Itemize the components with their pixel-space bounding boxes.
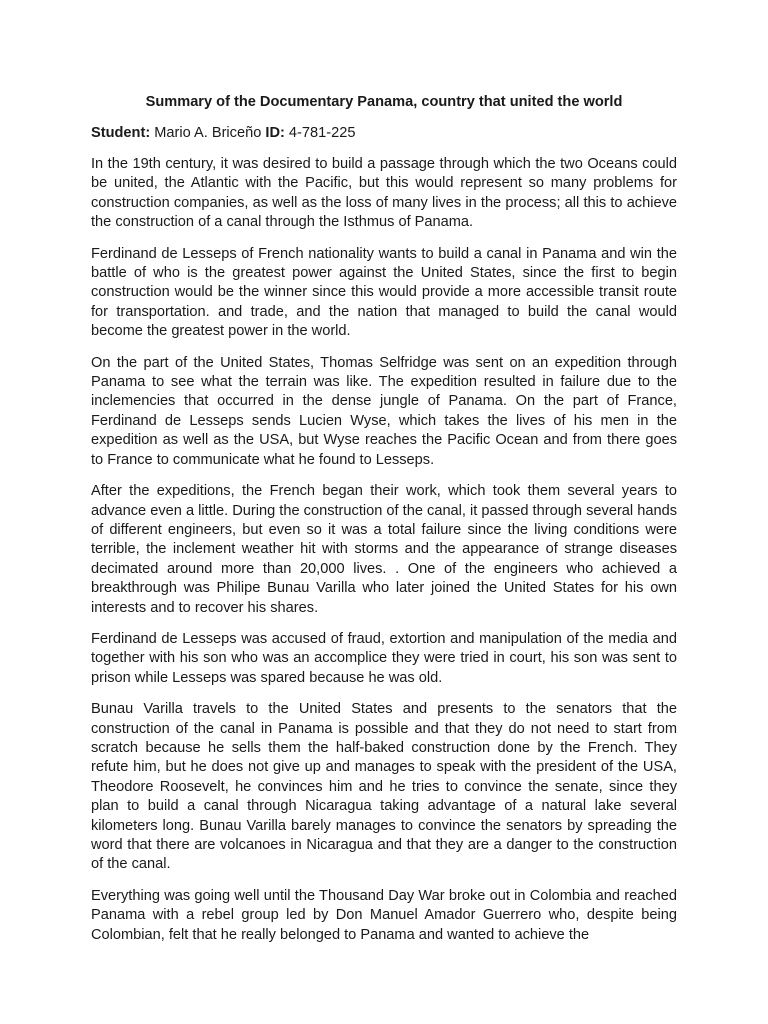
- student-name: Mario A. Briceño: [154, 125, 262, 141]
- paragraph: Ferdinand de Lesseps was accused of fraud, extortion and manipulation of the media and together with his son who was an accomplice they were tried in court, his son was sent to prison while Lesseps was spared because he was old.: [91, 630, 677, 686]
- paragraph: Bunau Varilla travels to the United States and presents to the senators that the construction of the canal in Panama is possible and that they do not need to start from scratch because he sells them the half-baked construction done by the French. They refute him, but he does not give up and manages to speak with the president of the USA, Theodore Roosevelt, he convinces him and he tries to convince the senate, since they plan to build a canal through Nicaragua taking advantage of a natural lake several kilometers long. Bunau Varilla barely manages to convince the senators by spreading the word that there are volcanoes in Nicaragua and that they are a danger to the construction of the canal.: [91, 701, 677, 873]
- student-label: Student:: [91, 125, 151, 141]
- id-value: 4-781-225: [288, 125, 356, 141]
- student-line: [91, 124, 677, 143]
- paragraph: After the expeditions, the French began their work, which took them several years to advance even a little. During the construction of the canal, it passed through several hands of different engineers, but even so it was a total failure since the living conditions were terrible, the inclement weather hit with storms and the appearance of strange diseases decimated around more than 20,000 lives. . One of the engineers who achieved a breakthrough was Philipe Bunau Varilla who later joined the United States for his own interests and to recover his shares.: [91, 483, 677, 616]
- paragraph: Everything was going well until the Thousand Day War broke out in Colombia and reached Panama with a rebel group led by Don Manuel Amador Guerrero who, despite being Colombian, felt that he really belonged to Panama and wanted to achieve the: [91, 887, 677, 943]
- paragraph: Ferdinand de Lesseps of French nationality wants to build a canal in Panama and win the battle of who is the greatest power against the United States, since the first to begin construction would be the winner since this would provide a more accessible transit route for transportation. and trade, and the nation that managed to build the canal would become the greatest power in the world.: [91, 245, 677, 340]
- document-page: [91, 93, 677, 945]
- document-title: Summary of the Documentary Panama, country that united the world: [145, 94, 623, 110]
- paragraph: In the 19th century, it was desired to build a passage through which the two Oceans could be united, the Atlantic with the Pacific, but this would represent so many problems for construction companies, as well as the loss of many lives in the process; all this to achieve the construction of a canal through the Isthmus of Panama.: [91, 156, 677, 231]
- id-label: ID:: [265, 125, 285, 141]
- paragraph: On the part of the United States, Thomas Selfridge was sent on an expedition through Panama to see what the terrain was like. The expedition resulted in failure due to the inclemencies that occurred in the dense jungle of Panama. On the part of France, Ferdinand de Lesseps sends Lucien Wyse, which takes the lives of his men in the expedition as well as the USA, but Wyse reaches the Pacific Ocean and from there goes to France to communicate what he found to Lesseps.: [91, 354, 677, 468]
